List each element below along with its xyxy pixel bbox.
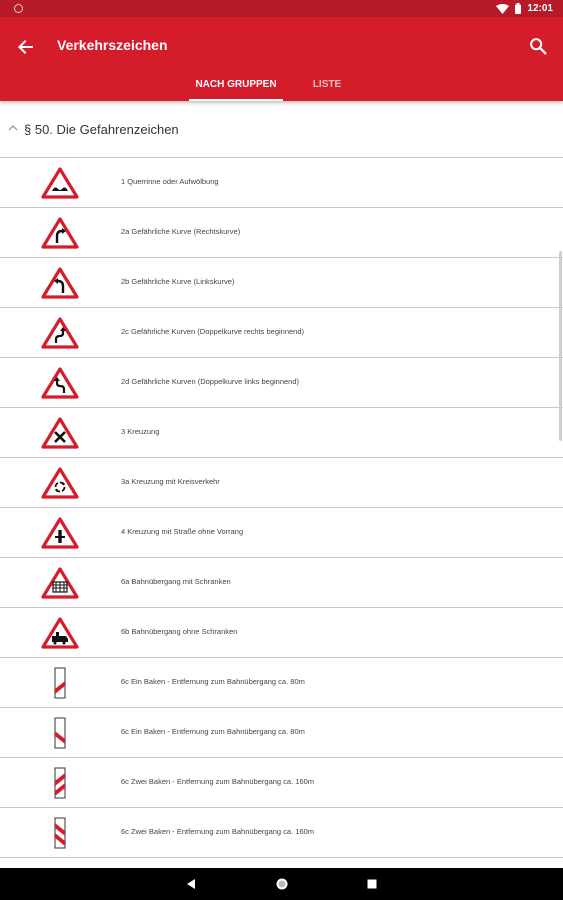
back-triangle-icon[interactable]: [183, 876, 199, 892]
sign-label: 6c Ein Baken - Entfernung zum Bahnübergang ca. 80m: [121, 677, 305, 686]
bump-warning-sign-icon: [40, 166, 80, 200]
recents-square-icon[interactable]: [364, 876, 380, 892]
group-title: § 50. Die Gefahrenzeichen: [24, 122, 179, 137]
chevron-up-icon: [8, 123, 18, 133]
sign-list[interactable]: [0, 101, 563, 868]
sign-label: 1 Querrinne oder Aufwölbung: [121, 177, 219, 186]
sign-label: 2a Gefährliche Kurve (Rechtskurve): [121, 227, 241, 236]
list-item[interactable]: [0, 608, 563, 658]
list-item[interactable]: [0, 458, 563, 508]
two-stripe-beacon-right-icon: [40, 816, 80, 850]
wifi-icon: [496, 4, 509, 14]
search-icon[interactable]: [527, 35, 549, 57]
list-item[interactable]: [0, 808, 563, 858]
status-bar: [0, 0, 563, 17]
curve-left-warning-sign-icon: [40, 266, 80, 300]
railway-crossing-steam-sign-icon: [40, 616, 80, 650]
sign-label: 2d Gefährliche Kurven (Doppelkurve links beginnend): [121, 377, 300, 386]
list-item[interactable]: [0, 658, 563, 708]
sign-label: 6c Zwei Baken - Entfernung zum Bahnübergang ca. 160m: [121, 777, 315, 786]
crossing-warning-sign-icon: [40, 416, 80, 450]
sign-label: 6c Zwei Baken - Entfernung zum Bahnübergang ca. 160m: [121, 827, 315, 836]
sign-label: 3a Kreuzung mit Kreisverkehr: [121, 477, 220, 486]
page-title: Verkehrszeichen: [57, 37, 168, 53]
group-header[interactable]: [0, 101, 563, 158]
list-item[interactable]: [0, 558, 563, 608]
tab-liste[interactable]: LISTE: [312, 79, 342, 90]
list-item[interactable]: [0, 208, 563, 258]
sign-label: 3 Kreuzung: [121, 427, 160, 436]
scrollbar[interactable]: [559, 251, 562, 441]
sign-label: 6b Bahnübergang ohne Schranken: [121, 627, 238, 636]
list-item[interactable]: [0, 758, 563, 808]
double-curve-right-warning-sign-icon: [40, 316, 80, 350]
app-bar: [0, 17, 563, 101]
list-item[interactable]: [0, 158, 563, 208]
battery-icon: [515, 3, 521, 14]
tab-nach-gruppen[interactable]: NACH GRUPPEN: [195, 79, 277, 90]
list-item[interactable]: [0, 708, 563, 758]
sign-label: 6c Ein Baken - Entfernung zum Bahnübergang ca. 80m: [121, 727, 305, 736]
sign-label: 2b Gefährliche Kurve (Linkskurve): [121, 277, 235, 286]
list-item[interactable]: [0, 308, 563, 358]
home-circle-icon[interactable]: [274, 876, 290, 892]
double-curve-left-warning-sign-icon: [40, 366, 80, 400]
priority-crossing-warning-sign-icon: [40, 516, 80, 550]
notification-dot-icon: [14, 4, 23, 13]
list-item[interactable]: [0, 258, 563, 308]
sign-label: 2c Gefährliche Kurven (Doppelkurve rechts beginnend): [121, 327, 305, 336]
sign-label: 6a Bahnübergang mit Schranken: [121, 577, 231, 586]
list-item[interactable]: [0, 358, 563, 408]
list-item[interactable]: [0, 508, 563, 558]
tab-bar: [0, 75, 563, 101]
status-time: 12:01: [527, 3, 553, 14]
sign-label: 4 Kreuzung mit Straße ohne Vorrang: [121, 527, 244, 536]
curve-right-warning-sign-icon: [40, 216, 80, 250]
roundabout-warning-sign-icon: [40, 466, 80, 500]
status-right: [496, 2, 553, 15]
one-stripe-beacon-right-icon: [40, 716, 80, 750]
list-item[interactable]: [0, 408, 563, 458]
railway-crossing-gate-sign-icon: [40, 566, 80, 600]
system-nav-bar: [0, 868, 563, 900]
two-stripe-beacon-left-icon: [40, 766, 80, 800]
one-stripe-beacon-left-icon: [40, 666, 80, 700]
arrow-back-icon[interactable]: [14, 35, 38, 59]
